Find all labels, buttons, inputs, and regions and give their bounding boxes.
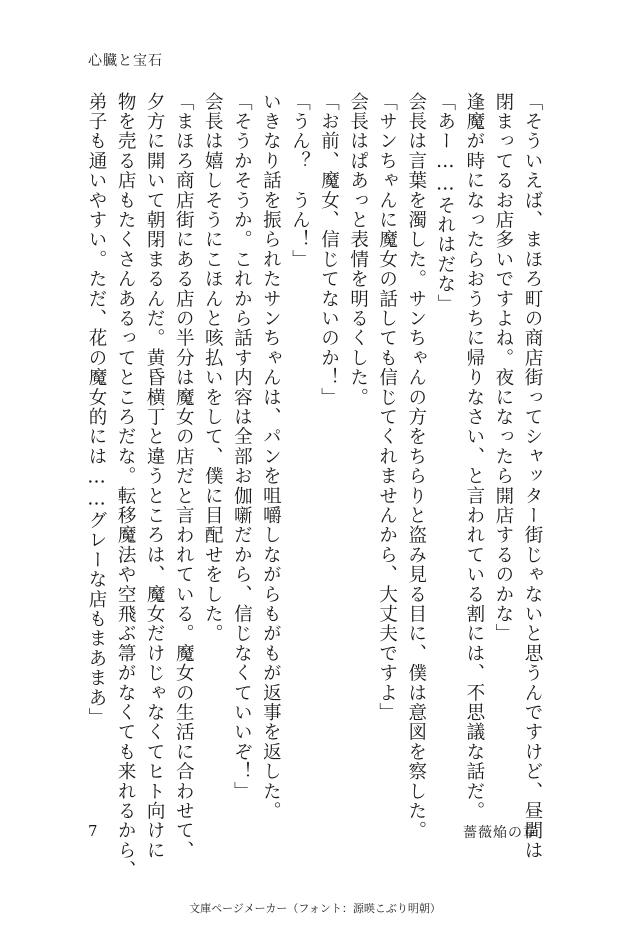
text-column: 「お前、魔女、信じてないのか！」: [318, 92, 340, 408]
text-column: 「サンちゃんに魔女の話しても信じてくれませんから、大丈夫ですよ」: [376, 92, 398, 723]
text-column: 夕方に開いて朝閉まるんだ。黄昏横丁と違うところは、魔女だけじゃなくてヒト向けに: [144, 92, 166, 861]
text-column: 会長は言葉を濁した。サンちゃんの方をちらりと盗み見る目に、僕は意図を察した。: [405, 92, 427, 841]
footer-credit: 文庫ページメーカー（フォント：源暎こぶり明朝）: [189, 902, 441, 915]
text-column: 「あー……それはだな」: [434, 92, 456, 314]
text-column: 「そういえば、まほろ町の商店街ってシャッター街じゃないと思うんですけど、昼間は: [521, 92, 543, 861]
text-column: 閉まってるお店多いですよね。夜になったら開店するのかな」: [492, 92, 514, 644]
text-column: 逢魔が時になったらおうちに帰りなさい、と言われている割には、不思議な話だ。: [463, 92, 485, 821]
text-column: いきなり話を振られたサンちゃんは、パンを咀嚼しながらもがもが返事を返した。: [260, 92, 282, 821]
text-column: 弟子も通いやすい。ただ、花の魔女的には……グレーな店もまあまあ」: [86, 92, 107, 728]
text-column: 会長は嬉しそうにこほんと咳払いをして、僕に目配せをした。: [202, 92, 224, 644]
text-column: 会長はぱあっと表情を明るくした。: [347, 92, 369, 408]
text-column: 「そうかそうか。これから話す内容は全部お伽噺だから、信じなくていいぞ！」: [231, 92, 253, 802]
book-title: 心臓と宝石: [88, 53, 163, 69]
text-column: 物を売る店もたくさんあるってところだな。転移魔法や空飛ぶ箒がなくても来れるから、: [115, 92, 137, 880]
page-number: 7: [88, 822, 98, 840]
chapter-title: 薔薇焔の章: [463, 825, 538, 841]
text-column: 「うん？ うん！」: [289, 92, 311, 270]
text-column: 「まほろ商店街にある店の半分は魔女の店だと言われている。魔女の生活に合わせて、: [173, 92, 195, 861]
